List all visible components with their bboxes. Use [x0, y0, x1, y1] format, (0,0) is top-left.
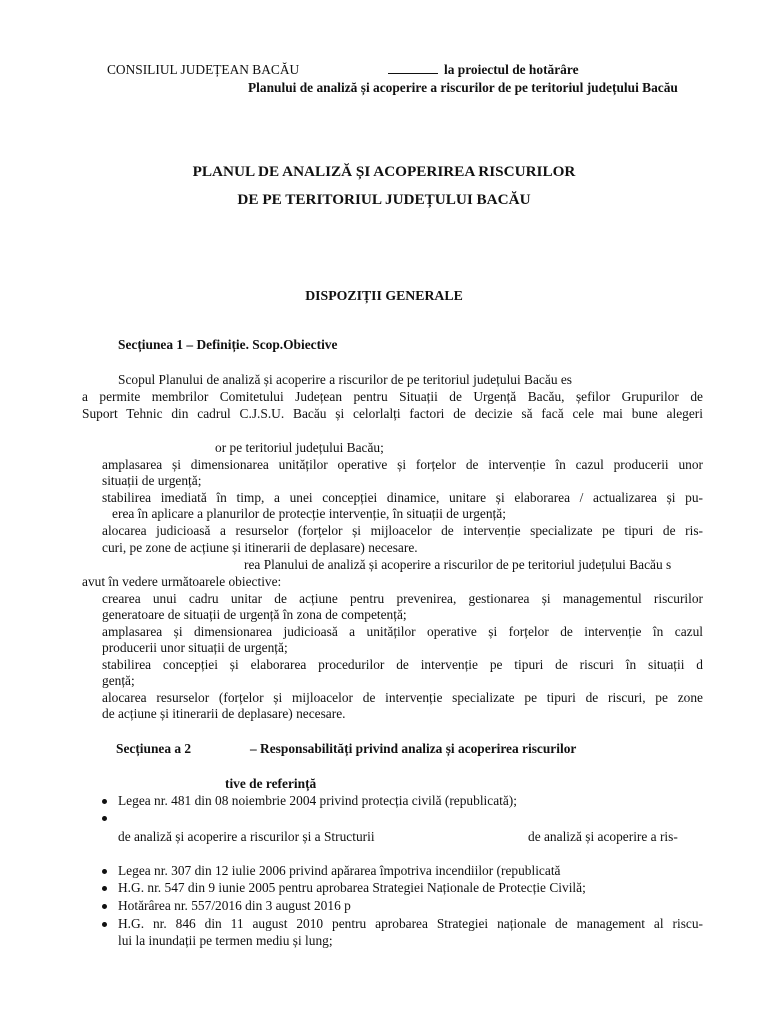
list-b-item3-line2: gență; — [102, 673, 135, 688]
section1-para1-tail: or pe teritoriul județului Bacău; — [215, 440, 384, 455]
section2-heading-title: – Responsabilități privind analiza și acoperirea riscurilor — [250, 741, 577, 756]
reference-item-2-cont-a: de analiză și acoperire a riscurilor și a Structurii — [118, 829, 375, 844]
list-b-item2-line2: producerii unor situații de urgență; — [102, 640, 288, 655]
bullet-dot — [102, 886, 107, 891]
bullet-dot — [102, 869, 107, 874]
reference-item-5: Hotărârea nr. 557/2016 din 3 august 2016 p — [118, 898, 351, 913]
section-heading-general: DISPOZIȚII GENERALE — [305, 288, 463, 303]
reference-item-1: Legea nr. 481 din 08 noiembrie 2004 privind protecția civilă (republicată); — [118, 793, 517, 808]
section2-subheading: tive de referință — [225, 776, 317, 791]
reference-item-2-cont-b: de analiză și acoperire a ris- — [528, 829, 678, 844]
list-b-item3-line1: stabilirea concepției și elaborarea procedurilor de intervenție pe tipuri de riscuri în situații d — [102, 657, 703, 672]
list-a-item2-line2: erea în aplicare a planurilor de protecție intervenție, în situații de urgență; — [102, 506, 506, 521]
document-title-line2: DE PE TERITORIUL JUDEȚULUI BACĂU — [237, 191, 531, 208]
document-title-line1: PLANUL DE ANALIZĂ ȘI ACOPERIREA RISCURILOR — [192, 163, 576, 180]
section1-para1-line3: Suport Tehnic din cadrul C.J.S.U. Bacău și celorlalți factori de decizie să facă cele mai bune alegeri — [82, 406, 703, 421]
section1-para1-line2: a permite membrilor Comitetului Județean pentru Situații de Urgență Bacău, șefilor Grupurilor de — [82, 389, 703, 404]
bullet-dot — [102, 799, 107, 804]
list-b-item4-line2: de acțiune și itinerarii de deplasare) necesare. — [102, 706, 346, 721]
section1-heading: Secțiunea 1 – Definiție. Scop.Obiective — [118, 337, 338, 352]
reference-item-4: H.G. nr. 547 din 9 iunie 2005 pentru aprobarea Strategiei Naționale de Protecție Civilă; — [118, 880, 586, 895]
section1-para2-line1: rea Planului de analiză și acoperire a riscurilor de pe teritoriul județului Bacău s — [244, 557, 672, 572]
header-annex — [388, 62, 579, 78]
section1-para2-line2: avut în vedere următoarele obiective: — [82, 574, 282, 589]
section2-heading-number: Secțiunea a 2 — [116, 741, 192, 756]
bullet-dot — [102, 904, 107, 909]
header-annex-fill — [388, 62, 438, 74]
bullet-dot — [102, 816, 107, 821]
list-a-item1-line2: situații de urgență; — [102, 473, 202, 488]
section1-para1-line1: Scopul Planului de analiză și acoperire a riscurilor de pe teritoriul județului Bacău es — [118, 372, 573, 387]
header-annex-label: la proiectul de hotărâre — [444, 62, 579, 77]
header-subtitle: Planului de analiză și acoperire a riscurilor de pe teritoriul județului Bacău — [248, 80, 678, 95]
reference-item-3: Legea nr. 307 din 12 iulie 2006 privind apărarea împotriva incendiilor (republicată — [118, 863, 561, 878]
list-a-item3-line1: alocarea judicioasă a resurselor (forțelor și mijloacelor de intervenție specializate pe tipuri de ris- — [102, 523, 703, 538]
list-a-item3-line2: curi, pe zone de acțiune și itinerarii de deplasare) necesare. — [102, 540, 418, 555]
reference-item-6-cont: lui la inundații pe termen mediu și lung; — [118, 933, 333, 948]
list-b-item4-line1: alocarea resurselor (forțelor și mijloacelor de intervenție specializate pe tipuri de riscuri, pe zone — [102, 690, 703, 705]
list-b-item1-line2: generatoare de situații de urgență în zona de competență; — [102, 607, 407, 622]
list-b-item1-line1: crearea unui cadru unitar de acțiune pentru prevenirea, gestionarea și managementul riscurilor — [102, 591, 703, 606]
reference-item-6: H.G. nr. 846 din 11 august 2010 pentru aprobarea Strategiei naționale de management al riscu- — [118, 916, 703, 931]
list-a-item2-line1: stabilirea imediată în timp, a unei concepției dinamice, unitare și elaborarea / actualizarea și pu- — [102, 490, 703, 505]
bullet-dot — [102, 922, 107, 927]
list-a-item1-line1: amplasarea și dimensionarea unităților operative și forțelor de intervenție în cazul producerii unor — [102, 457, 703, 472]
header-institution: CONSILIUL JUDEȚEAN BACĂU — [107, 62, 300, 77]
list-b-item2-line1: amplasarea și dimensionarea judicioasă a unităților operative și forțelor de intervenție în cazul — [102, 624, 703, 639]
